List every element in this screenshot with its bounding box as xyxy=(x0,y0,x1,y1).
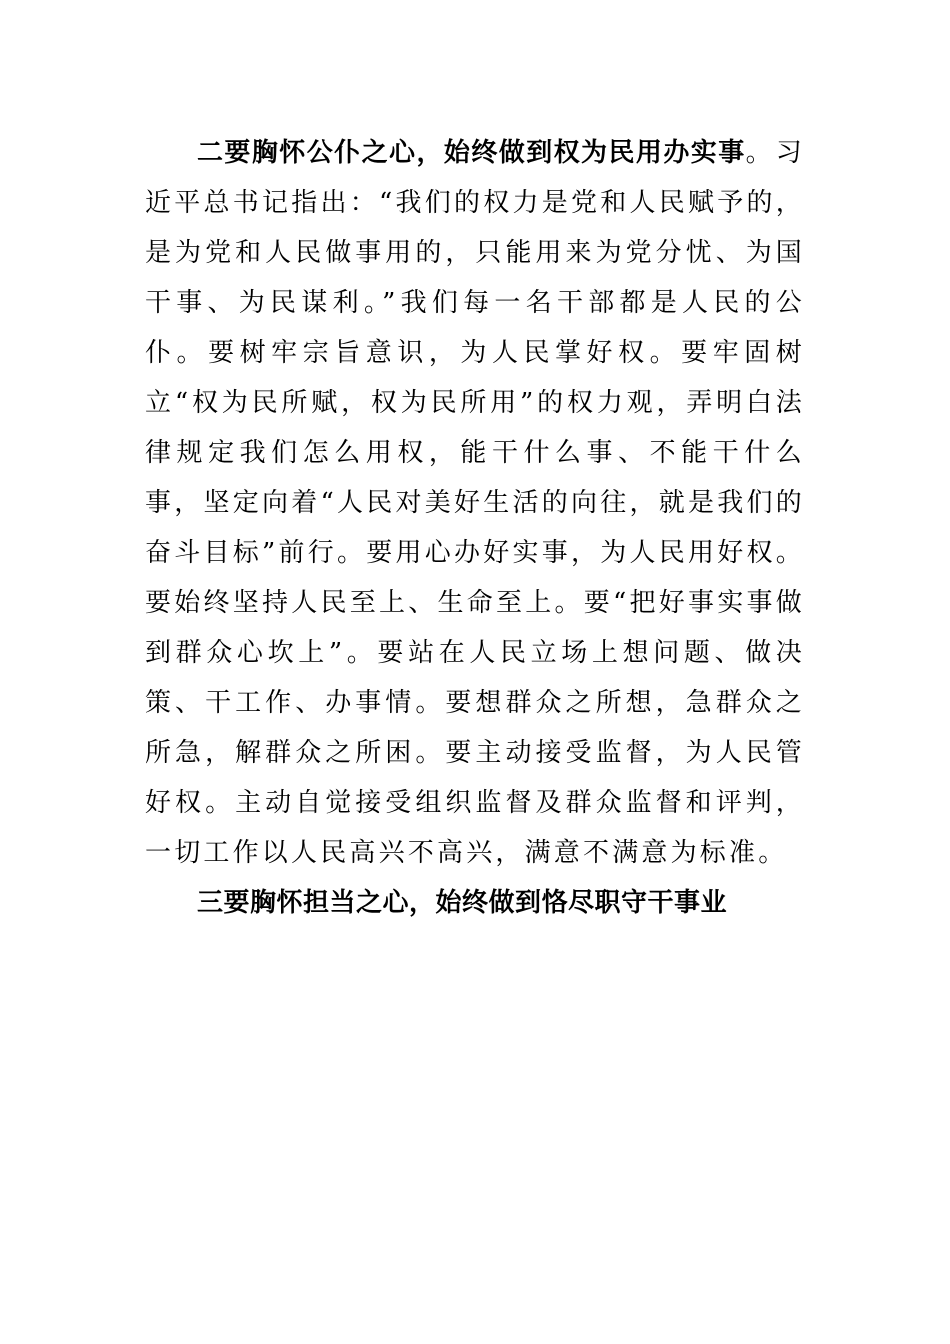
paragraph-2-body: 。习近平总书记指出：“我们的权力是党和人民赋予的，是为党和人民做事用的，只能用来为党分忧、为国干事、为民谋利。”我们每一名干部都是人民的公仆。要树牢宗旨意识，为人民掌好权。要牢固树立“权为民所赋，权为民所用”的权力观，弄明白法律规定我们怎么用权，能干什么事、不能干什么事，坚定向着“人民对美好生活的向往，就是我们的奋斗目标”前行。要用心办好实事，为人民用好权。要始终坚持人民至上、生命至上。要“把好事实事做到群众心坎上”。要站在人民立场上想问题、做决策、干工作、办事情。要想群众之所想，急群众之所急，解群众之所困。要主动接受监督，为人民管好权。主动自觉接受组织监督及群众监督和评判，一切工作以人民高兴不高兴，满意不满意为标准。 xyxy=(145,138,805,868)
paragraph-3-heading: 三要胸怀担当之心，始终做到恪尽职守干事业 xyxy=(197,888,728,918)
document-page xyxy=(145,128,805,928)
paragraph-3 xyxy=(145,878,805,928)
paragraph-2-heading: 二要胸怀公仆之心，始终做到权为民用办实事 xyxy=(197,138,746,168)
paragraph-2 xyxy=(145,128,805,878)
